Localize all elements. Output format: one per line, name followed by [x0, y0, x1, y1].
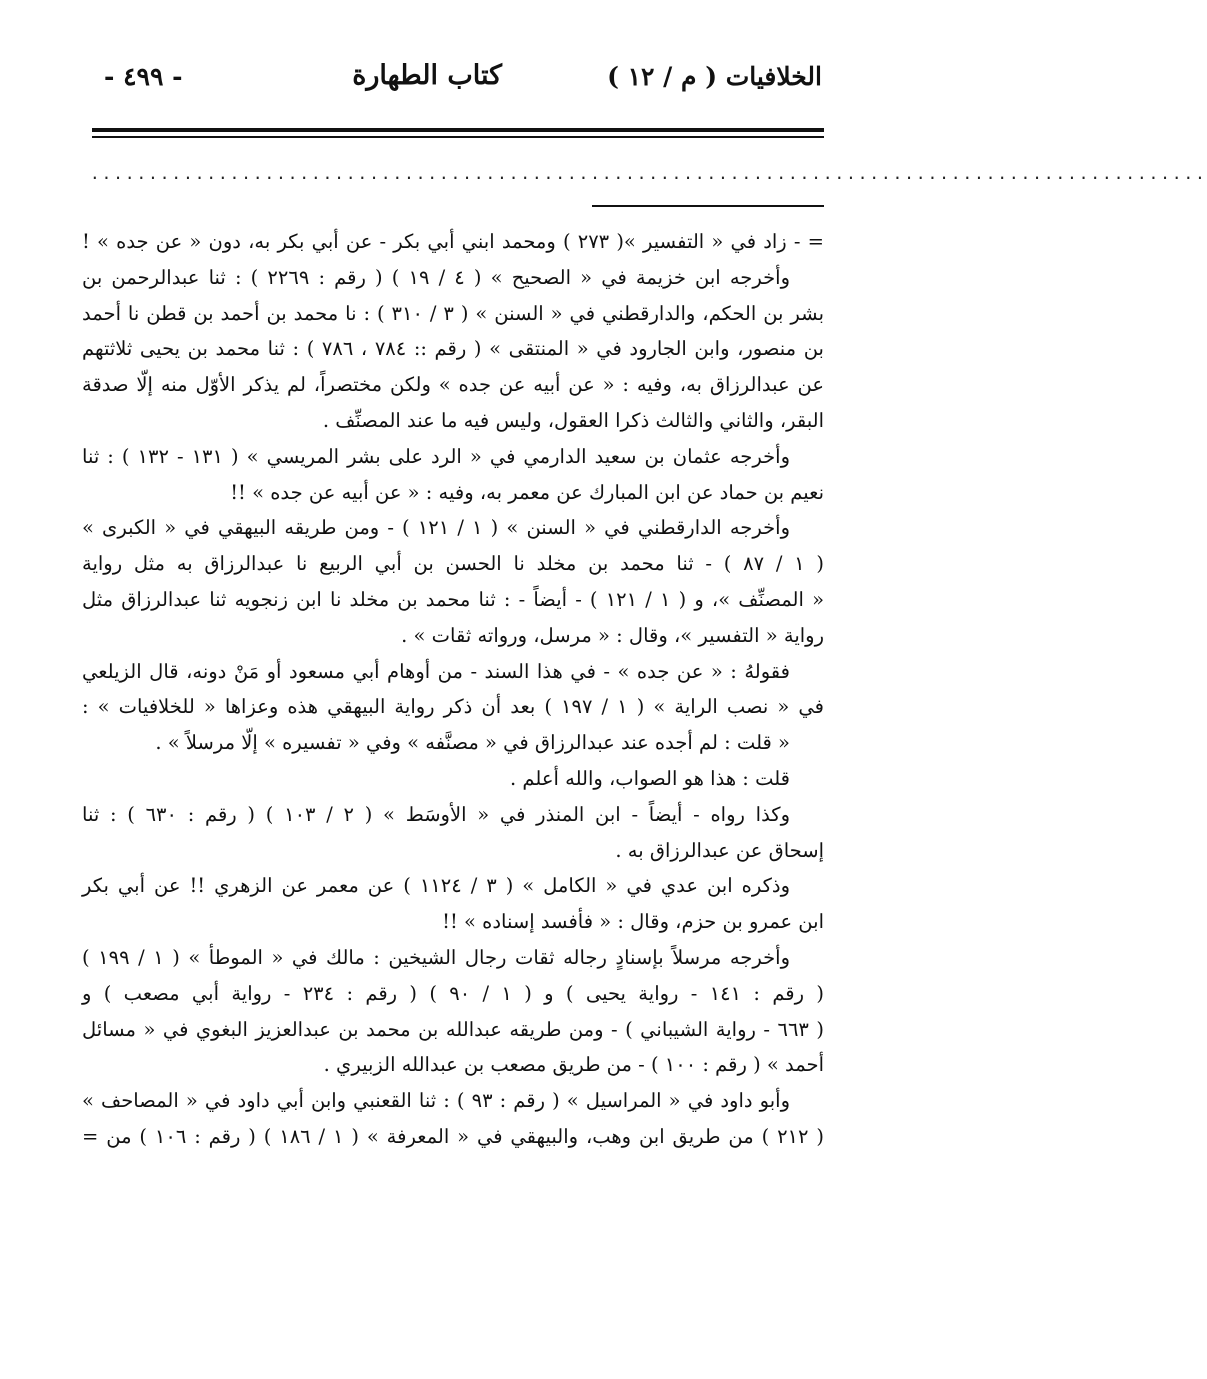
text-line: وأخرجه مرسلاً بإسنادٍ رجاله ثقات رجال الشيخين : مالك في « الموطأ » ( ١ / ١٩٩ )	[82, 945, 791, 969]
footnote-text	[82, 224, 824, 1155]
page-number: - ٤٩٩ -	[104, 62, 183, 91]
text-line: « المصنِّف »، و ( ١ / ١٢١ ) - أيضاً - : ثنا محمد بن مخلد نا ابن زنجويه ثنا عبدالرزاق مثل	[82, 587, 824, 611]
text-line: وذكره ابن عدي في « الكامل » ( ٣ / ١١٢٤ ) عن معمر عن الزهري !! عن أبي بكر	[82, 874, 790, 898]
text-line: ( ١ / ٨٧ ) - ثنا محمد بن مخلد نا الحسن بن أبي الربيع نا عبدالرزاق به مثل رواية	[82, 552, 825, 576]
header-rule-thick	[92, 128, 824, 132]
text-line: في « نصب الراية » ( ١ / ١٩٧ ) بعد أن ذكر رواية البيهقي هذه وعزاها « للخلافيات » :	[82, 695, 824, 719]
text-line: وأخرجه عثمان بن سعيد الدارمي في « الرد على بشر المريسي » ( ١٣١ - ١٣٢ ) : ثنا	[82, 444, 790, 468]
text-line: عن عبدالرزاق به، وفيه : « عن أبيه عن جده » ولكن مختصراً، لم يذكر الأوّل منه إلّا صدقة	[82, 373, 824, 397]
text-line: وأخرجه ابن خزيمة في « الصحيح » ( ٤ / ١٩ ) ( رقم : ٢٢٦٩ ) : ثنا عبدالرحمن بن	[82, 265, 791, 289]
text-line: نعيم بن حماد عن ابن المبارك عن معمر به، وفيه : « عن أبيه عن جده » !!	[230, 480, 824, 504]
text-line: رواية « التفسير »، وقال : « مرسل، ورواته ثقات » .	[401, 623, 824, 647]
page-header	[92, 56, 822, 106]
text-line: بن منصور، وابن الجارود في « المنتقى » ( رقم :: ٧٨٤ ، ٧٨٦ ) : ثنا محمد بن يحيى ثلاثتهم	[82, 337, 824, 361]
text-line: أحمد » ( رقم : ١٠٠ ) - من طريق مصعب بن عبدالله الزبيري .	[323, 1053, 824, 1077]
text-line: = - زاد في « التفسير »( ٢٧٣ ) ومحمد ابني أبي بكر - عن أبي بكر به، دون « عن جده » !	[82, 230, 824, 253]
text-line: ( رقم : ١٤١ - رواية يحيى ) و ( ١ / ٩٠ ) ( رقم : ٢٣٤ - رواية أبي مصعب ) و	[82, 981, 824, 1005]
text-line: ( ٦٦٣ - رواية الشيباني ) - ومن طريقه عبدالله بن محمد بن عبدالعزيز البغوي في « مسائل	[82, 1017, 824, 1041]
text-line: إسحاق عن عبدالرزاق به .	[615, 838, 824, 862]
text-line: وأبو داود في « المراسيل » ( رقم : ٩٣ ) : ثنا القعنبي وابن أبي داود في « المصاحف »	[82, 1089, 790, 1113]
running-title: الخلافيات ( م / ١٢ )	[607, 62, 822, 91]
text-line: ( ٢١٢ ) من طريق ابن وهب، والبيهقي في « المعرفة » ( ١ / ١٨٦ ) ( رقم : ١٠٦ ) من =	[82, 1124, 824, 1148]
footnote-separator	[592, 205, 824, 207]
dotted-separator: ................................................................................................	[90, 164, 1207, 183]
text-line: « قلت : لم أجده عند عبدالرزاق في « مصنَّفه » وفي « تفسيره » إلّا مرسلاً » .	[155, 731, 790, 755]
text-line: ابن عمرو بن حزم، وقال : « فأفسد إسناده » !!	[442, 910, 824, 934]
text-line: البقر، والثاني والثالث ذكرا العقول، وليس فيه ما عند المصنِّف .	[322, 408, 824, 432]
header-rule-thin	[92, 136, 824, 138]
text-line: قلت : هذا هو الصواب، والله أعلم .	[510, 766, 790, 790]
text-line: بشر بن الحكم، والدارقطني في « السنن » ( ٣ / ٣١٠ ) : نا محمد بن أحمد بن قطن نا أحمد	[82, 301, 824, 325]
text-line: فقولهُ : « عن جده » - في هذا السند - من أوهام أبي مسعود أو مَنْ دونه، قال الزيلعي	[82, 659, 790, 683]
text-line: وأخرجه الدارقطني في « السنن » ( ١ / ١٢١ ) - ومن طريقه البيهقي في « الكبرى »	[82, 516, 790, 540]
text-line: وكذا رواه - أيضاً - ابن المنذر في « الأوسَط » ( ٢ / ١٠٣ ) ( رقم : ٦٣٠ ) : ثنا	[82, 802, 791, 826]
book-title: كتاب الطهارة	[352, 60, 502, 91]
